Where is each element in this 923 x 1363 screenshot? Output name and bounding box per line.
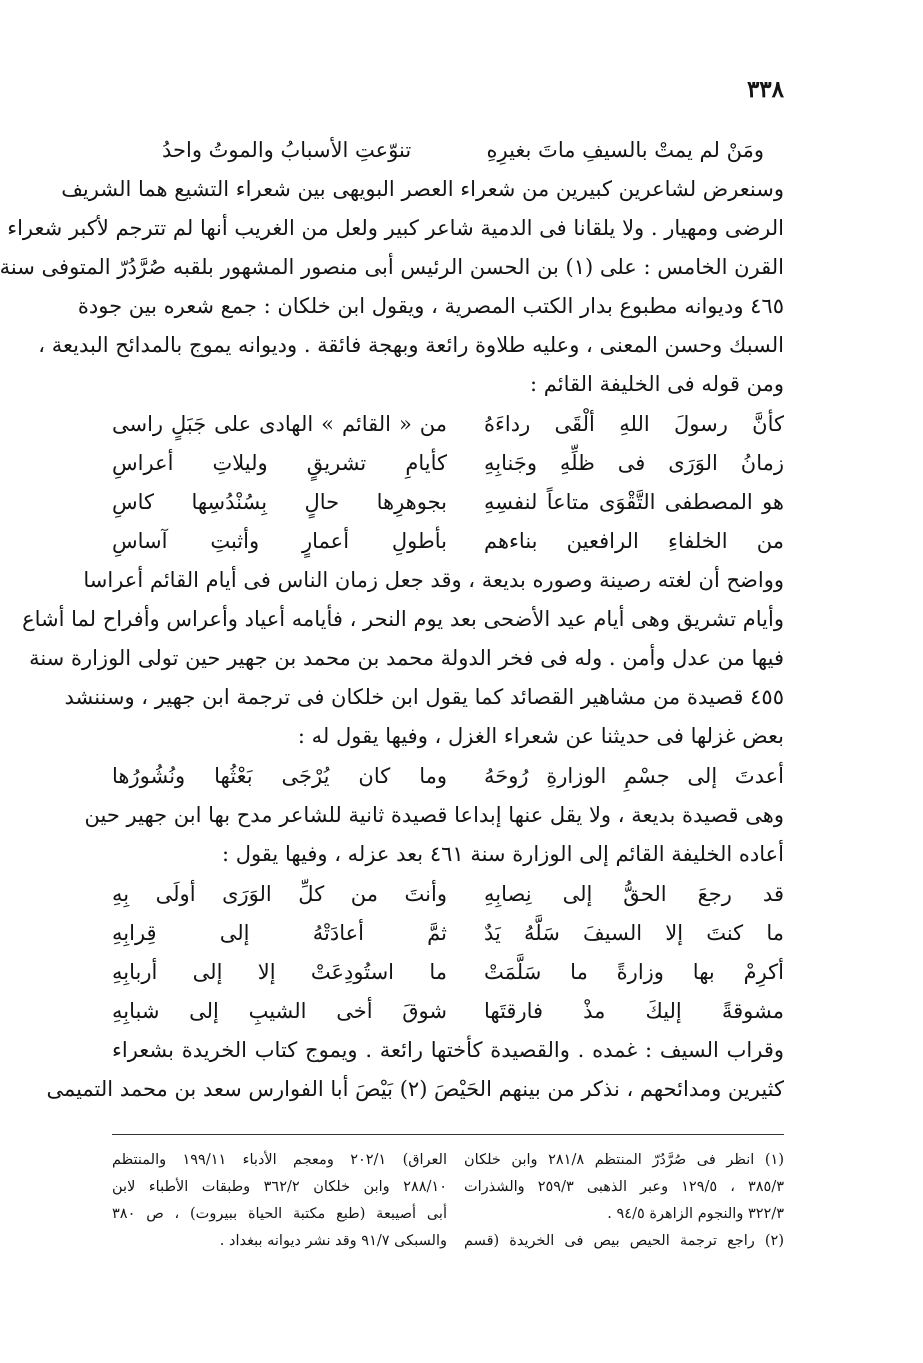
first-hemistich: مشوقةً إليكَ مذْ فارقتَها — [484, 999, 784, 1023]
footnote-line: والسبكى ٩١/٧ وقد نشر ديوانه ببغداد . — [219, 1233, 447, 1249]
prose-line: بعض غزلها فى حديثنا عن شعراء الغزل ، وفيها يقول له : — [297, 724, 784, 748]
first-hemistich: ومَنْ لم يمتْ بالسيفِ ماتَ بغيرِهِ — [486, 138, 764, 162]
second-hemistich: شوقَ أخى الشيبِ إلى شبابِهِ — [112, 999, 447, 1023]
first-hemistich: هو المصطفى التَّقْوَى متاعاً لنفسِهِ — [484, 490, 784, 514]
footnote-line: ٣٨٥/٣ ، ١٢٩/٥ وعبر الذهبى ٢٥٩/٣ والشذرات — [464, 1179, 784, 1195]
footnote-line: ٢٨٨/١٠ وابن خلكان ٣٦٢/٢ وطبقات الأطباء لابن — [112, 1179, 447, 1195]
prose-line: ومن قوله فى الخليفة القائم : — [530, 372, 784, 396]
verse-line — [112, 760, 784, 792]
verse-line — [112, 134, 784, 166]
footnote-line: (١) انظر فى صُرَّدُرّ المنتظم ٢٨١/٨ وابن خلكان — [464, 1152, 784, 1168]
footnote-line: العراق) ٢٠٢/١ ومعجم الأدباء ١٩٩/١١ والمنتظم — [112, 1152, 447, 1168]
first-hemistich: من الخلفاءِ الرافعين بناءهم — [484, 529, 784, 553]
second-hemistich: بجوهرِها حالٍ بِسُنْدُسِها كاسِ — [112, 490, 447, 514]
second-hemistich: تنوّعتِ الأسبابُ والموتُ واحدُ — [162, 138, 412, 162]
verse-line — [112, 447, 784, 479]
first-hemistich: زمانُ الوَرَى فى ظلِّهِ وجَنابِهِ — [484, 451, 784, 475]
first-hemistich: قد رجعَ الحقُّ إلى نِصابِهِ — [484, 882, 784, 906]
prose-line: ٤٥٥ قصيدة من مشاهير القصائد كما يقول ابن خلكان فى ترجمة ابن جهير ، وسننشد — [64, 685, 784, 709]
prose-line: الرضى ومهيار . ولا يلقانا فى الدمية شاعر كبير ولعل من الغريب أنها لم تترجم لأكبر شعراء — [7, 216, 784, 240]
second-hemistich: ثمَّ أعادَتْهُ إلى قِرابِهِ — [112, 921, 447, 945]
second-hemistich: كأيامِ تشريقٍ وليلاتِ أعراسِ — [112, 451, 447, 475]
second-hemistich: بأطولِ أعمارٍ وأثبتِ آساسِ — [112, 529, 447, 553]
prose-line: كثيرين ومدائحهم ، نذكر من بينهم الحَيْصَ (٢) بَيْصَ أبا الفوارس سعد بن محمد التميمى — [46, 1077, 784, 1101]
footnote-line: أبى أصيبعة (طبع مكتبة الحياة ببيروت) ، ص ٣٨٠ — [112, 1206, 447, 1222]
second-hemistich: وأنتَ من كلِّ الوَرَى أولَى بِهِ — [112, 882, 447, 906]
prose-line: وواضح أن لغته رصينة وصوره بديعة ، وقد جعل زمان الناس فى أيام القائم أعراسا — [83, 568, 784, 592]
footnote-line: (٢) راجع ترجمة الحيص بيص فى الخريدة (قسم — [464, 1233, 784, 1249]
prose-line: وهى قصيدة بديعة ، ولا يقل عنها إبداعا قصيدة ثانية للشاعر مدح بها ابن جهير حين — [84, 803, 784, 827]
verse-line — [112, 995, 784, 1027]
prose-line: ٤٦٥ وديوانه مطبوع بدار الكتب المصرية ، ويقول ابن خلكان : جمع شعره بين جودة — [77, 294, 784, 318]
prose-line: وسنعرض لشاعرين كبيرين من شعراء العصر البويهى بين شعراء التشيع هما الشريف — [61, 177, 784, 201]
verse-line — [112, 878, 784, 910]
verse-line — [112, 956, 784, 988]
footnote-rule — [112, 1134, 784, 1135]
verse-line — [112, 408, 784, 440]
verse-line — [112, 486, 784, 518]
first-hemistich: كأنَّ رسولَ اللهِ ألْقَى رداءَهُ — [484, 412, 784, 436]
footnote-line: ٣٢٢/٣ والنجوم الزاهرة ٩٤/٥ . — [607, 1206, 784, 1222]
verse-line — [112, 525, 784, 557]
page-number: ٣٣٨ — [746, 76, 784, 103]
prose-line: أعاده الخليفة القائم إلى الوزارة سنة ٤٦١ بعد عزله ، وفيها يقول : — [221, 842, 784, 866]
second-hemistich: ما استُودِعَتْ إلا إلى أربابِهِ — [112, 960, 447, 984]
prose-line: وقراب السيف : غمده . والقصيدة كأختها رائعة . ويموج كتاب الخريدة بشعراء — [112, 1038, 784, 1062]
second-hemistich: من « القائم » الهادى على جَبَلٍ راسى — [112, 412, 447, 436]
second-hemistich: وما كان يُرْجَى بَعْثُها ونُشُورُها — [112, 764, 447, 788]
first-hemistich: أكرِمْ بها وزارةً ما سَلَّمَتْ — [484, 960, 784, 984]
prose-line: فيها من عدل وأمن . وله فى فخر الدولة محمد بن محمد بن جهير حين تولى الوزارة سنة — [29, 646, 784, 670]
prose-line: السبك وحسن المعنى ، وعليه طلاوة رائعة وبهجة فائقة . وديوانه يموج بالمدائح البديعة ، — [38, 333, 784, 357]
prose-line: وأيام تشريق وهى أيام عيد الأضحى بعد يوم النحر ، فأيامه أعياد وأعراس وأفراح لما أشاع — [22, 607, 784, 631]
first-hemistich: ما كنتَ إلا السيفَ سَلَّهُ يَدٌ — [484, 921, 784, 945]
verse-line — [112, 917, 784, 949]
first-hemistich: أعدتَ إلى جسْمِ الوزارةِ رُوحَهُ — [484, 764, 784, 788]
prose-line: القرن الخامس : على (١) بن الحسن الرئيس أبى منصور المشهور بلقبه صُرَّدُرّ المتوفى سنة — [0, 255, 784, 279]
